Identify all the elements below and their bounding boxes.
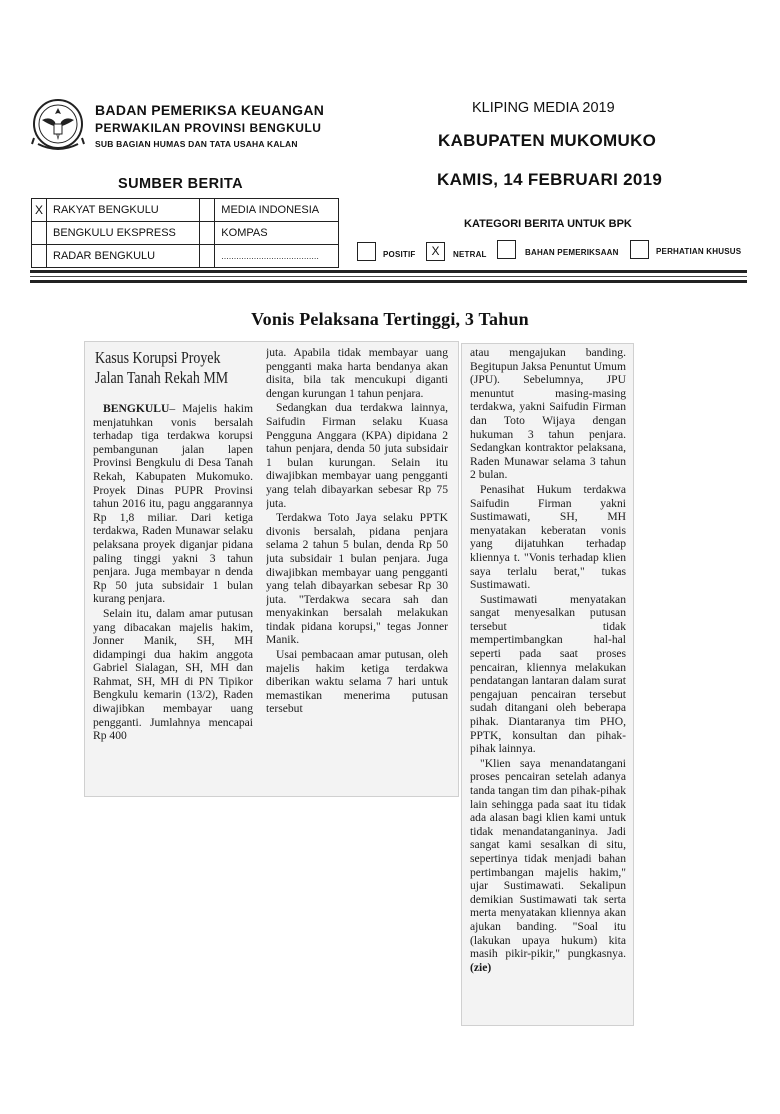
source-label: RADAR BENGKULU [47,245,200,268]
source-blank-line: ....................................... [215,245,339,268]
paragraph: – Majelis hakim menjatuhkan vonis bersalah terhadap tiga terdakwa korupsi pembangunan jalan lapen Provinsi Bengkulu di Desa Tanah Rekah, Kabupaten Mukomuko. Proyek Dinas PUPR Provinsi tahun 2016 itu, pagu anggarannya Rp 1,8 miliar. Dari ketiga terdakwa, Raden Munawar selaku pelaksana proyek diganjar pidana paling tinggi yakni 3 tahun penjara. Juga membayar n denda Rp 50 juta subsidair 1 bulan kurang penjara. [93,402,253,606]
paragraph: Penasihat Hukum terdakwa Saifudin Firman yakni Sustimawati, SH, MH menyatakan keberatan vonis yang dijatuhkan terhadap kliennya t. "Vonis terhadap klien saya terlalu berat," tukas Sustimawati. [470,482,626,592]
category-positif-checkbox[interactable] [357,242,376,261]
article-column-1 [93,402,253,790]
category-netral-label: NETRAL [453,250,487,259]
org-branch: PERWAKILAN PROVINSI BENGKULU [95,121,322,135]
paragraph: Sustimawati menyatakan sangat menyesalkan putusan tersebut tidak mempertimbangkan hal-hal seperti pada saat proses pencairan, kliennya melakukan pendatangan lantaran dalam surat pengajuan pencairan tersebut sudah ditangani oleh beberapa pihak. Diantaranya tim PHO, PPTK, konsultan dan pihak-pihak lainnya. [470,592,626,756]
dateline: BENGKULU [103,402,170,415]
paragraph: Terdakwa Toto Jaya selaku PPTK divonis bersalah, pidana penjara selama 2 tahun 5 bulan, denda Rp 50 juta subsidair 1 bulan penjara. Juga diwajibkan membayar uang pengganti yang telah dibayarkan sebesar Rp 30 juta. "Terdakwa secara sah dan menyakinkan bersalah melakukan tindak pidana korupsi," tegas Jonner Manik. [266,511,448,647]
source-label: MEDIA INDONESIA [215,199,339,222]
article-subhead-line2: Jalan Tanah Rekah MM [95,368,229,387]
kliping-title: KLIPING MEDIA 2019 [472,100,615,116]
paragraph: "Klien saya menandatangani proses pencairan setelah adanya tanda tangan tim dan pihak-pihak lain sehingga pada saat itu tidak ada alasan bagi klien kami untuk tidak menandatanganinya. Jadi sangat kami sesalkan di situ, sepertinya tidak menjadi bahan pertimbangan majelis hakim," ujar Sustimawati. Sekalipun demikian Sustimawati tak serta merta menyatakan kliennya akan ajukan banding. "Soal itu (lakukan upaya hukum) kita masih pikir-pikir," pungkasnya. [470,756,626,961]
article-column-2 [266,346,448,790]
date-title: KAMIS, 14 FEBRUARI 2019 [437,170,663,189]
paragraph: Usai pembacaan amar putusan, oleh majelis hakim ketiga terdakwa diberikan waktu selama 7 hari untuk memastikan menerima putusan tersebut [266,648,448,716]
source-checkbox[interactable] [200,199,215,222]
source-checkbox[interactable] [32,245,47,268]
source-checkbox[interactable] [200,222,215,245]
bpk-garuda-logo [28,94,88,158]
category-perhatian-checkbox[interactable] [630,240,649,259]
paragraph: atau mengajukan banding. Begitupun Jaksa Penuntut Umum (JPU). Sebelumnya, JPU menuntut masing-masing terdakwa, yakni Saifudin Firman dan Toto Wijaya dengan hukuman 3 tahun penjara. Sedangkan kontraktor pelaksana, Raden Munawar selama 3 tahun 2 bulan. [470,346,626,482]
source-heading: SUMBER BERITA [118,176,243,192]
category-bahan-checkbox[interactable] [497,240,516,259]
article-subhead-line1: Kasus Korupsi Proyek [95,348,221,367]
source-label: BENGKULU EKSPRESS [47,222,200,245]
source-table [31,198,339,268]
author-signature: (zie) [470,960,492,974]
source-row [32,245,339,268]
paragraph: Sedangkan dua terdakwa lainnya, Saifudin Firman selaku Kuasa Pengguna Anggara (KPA) dipidana 2 tahun penjara, denda 50 juta subsidair 1 bulan kurungan. Selain itu diwajibkan membayar uang pengganti yang telah dibayarkan sebesar Rp 75 juta. [266,401,448,510]
source-label: KOMPAS [215,222,339,245]
org-name: BADAN PEMERIKSA KEUANGAN [95,102,325,118]
category-bahan-label: BAHAN PEMERIKSAAN [525,248,619,257]
org-subdivision: SUB BAGIAN HUMAS DAN TATA USAHA KALAN [95,139,298,149]
category-netral-checkbox[interactable]: X [426,242,445,261]
category-perhatian-label: PERHATIAN KHUSUS [656,247,742,256]
header-divider [30,280,747,283]
category-heading: KATEGORI BERITA UNTUK BPK [464,218,632,230]
source-checkbox[interactable]: X [32,199,47,222]
paragraph: Selain itu, dalam amar putusan yang dibacakan majelis hakim, Jonner Manik, SH, MH didampingi dua hakim anggota Gabriel Sialagan, SH, MH dan Rahmat, SH, MH di PN Tipikor Bengkulu kemarin (13/2), Raden diwajibkan membayar uang pengganti. Jumlahnya mencapai Rp 400 [93,606,253,743]
header-divider [30,276,747,277]
kabupaten-title: KABUPATEN MUKOMUKO [438,131,657,150]
article-column-3 [470,346,626,1020]
source-checkbox[interactable] [32,222,47,245]
category-positif-label: POSITIF [383,250,416,259]
source-row [32,199,339,222]
source-checkbox[interactable] [200,245,215,268]
source-label: RAKYAT BENGKULU [47,199,200,222]
header-divider [30,270,747,273]
article-headline: Vonis Pelaksana Tertinggi, 3 Tahun [251,309,529,329]
paragraph: juta. Apabila tidak membayar uang pengganti maka harta bendanya akan disita, bila tak mencukupi diganti dengan kurungan 1 tahun penjara. [266,346,448,400]
source-row [32,222,339,245]
